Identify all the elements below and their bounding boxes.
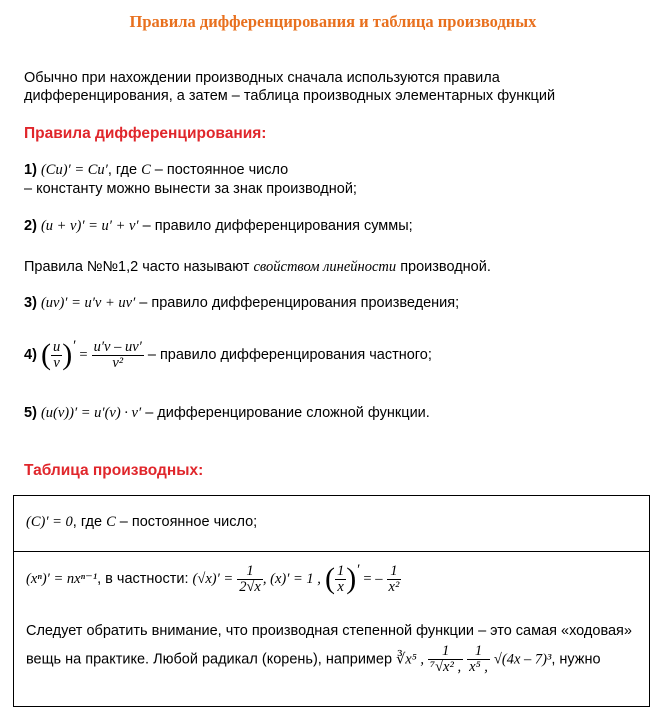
rule-5 bbox=[24, 405, 430, 422]
rule-2 bbox=[24, 218, 413, 235]
right-paren: ) bbox=[62, 338, 73, 371]
table-divider bbox=[14, 551, 649, 552]
linearity-italic: свойством линейности bbox=[253, 259, 397, 275]
inner-fraction bbox=[51, 340, 62, 371]
fraction-numerator: 1 bbox=[336, 562, 345, 579]
rule-number: 3) bbox=[24, 295, 37, 311]
rule-text: , где bbox=[107, 162, 138, 178]
note-text: вещь на практике. Любой радикал (корень), например bbox=[26, 651, 393, 668]
page-title: Правила дифференцирования и таблица производных bbox=[129, 12, 537, 31]
note-text: , нужно bbox=[551, 651, 601, 668]
fraction-denominator: v² bbox=[112, 354, 124, 371]
rhs-fraction bbox=[92, 340, 144, 371]
table-heading: Таблица производных: bbox=[24, 462, 204, 479]
rule-number: 2) bbox=[24, 218, 37, 234]
fraction-numerator: 1 bbox=[237, 564, 263, 580]
table-row-2 bbox=[26, 562, 401, 596]
power-rule-formula: (xⁿ)′ = nxⁿ⁻¹ bbox=[26, 570, 98, 587]
fraction-denominator: v bbox=[53, 354, 60, 371]
rule-4 bbox=[24, 338, 432, 372]
rule-formula: (Cu)′ = Cu′ bbox=[40, 162, 108, 178]
left-paren: ( bbox=[324, 562, 335, 595]
fraction-numerator: u bbox=[52, 338, 61, 355]
example-cube-root: ∛x⁵ , bbox=[396, 651, 425, 668]
rule-3 bbox=[24, 295, 459, 312]
example-sqrt-cube: √(4x – 7)³ bbox=[493, 651, 552, 668]
rule-text: – правило дифференцирования произведения; bbox=[139, 295, 460, 311]
fraction-denominator: x² bbox=[388, 578, 400, 595]
equals-minus: = – bbox=[363, 570, 383, 587]
rule-number: 4) bbox=[24, 346, 37, 363]
row-text: , в частности: bbox=[97, 570, 189, 587]
prime-mark: ′ bbox=[356, 562, 360, 578]
rule-formula: (u(v))′ = u′(v) · v′ bbox=[40, 405, 142, 421]
row-text: , где bbox=[72, 514, 103, 530]
rule-formula: (uv)′ = u′v + uv′ bbox=[40, 295, 136, 311]
fraction-numerator: u′v – uv′ bbox=[93, 338, 142, 355]
linearity-note bbox=[24, 259, 491, 276]
linearity-pre: Правила №№1,2 часто называют bbox=[24, 259, 250, 275]
row-variable: C bbox=[106, 514, 116, 530]
table-note-line-1: Следует обратить внимание, что производная степенной функции – это самая «ходовая» bbox=[26, 623, 632, 639]
row-text: – постоянное число; bbox=[119, 514, 258, 530]
sqrt-formula: (√x)′ = bbox=[192, 570, 234, 587]
table-row-1 bbox=[26, 514, 257, 531]
left-paren: ( bbox=[40, 338, 51, 371]
rule-text: – постоянное число bbox=[154, 162, 289, 178]
rule-number: 5) bbox=[24, 405, 37, 421]
fraction-denominator: 2√x bbox=[239, 578, 261, 595]
rules-heading: Правила дифференцирования: bbox=[24, 125, 267, 142]
fraction-denominator: x bbox=[337, 578, 344, 595]
equals-sign: = bbox=[79, 346, 88, 363]
derivatives-table bbox=[13, 495, 650, 707]
intro-line-1: Обычно при нахождении производных сначала используются правила bbox=[24, 70, 500, 86]
row-formula: (C)′ = 0 bbox=[26, 514, 73, 530]
prime-mark: ′ bbox=[72, 338, 76, 354]
rule-1 bbox=[24, 162, 288, 179]
sqrt-fraction bbox=[237, 564, 263, 595]
rule-formula: (u + v)′ = u′ + v′ bbox=[40, 218, 139, 234]
example-power-fraction bbox=[467, 644, 490, 675]
table-note-line-2 bbox=[26, 644, 601, 675]
x-formula: , (x)′ = 1 , bbox=[262, 570, 321, 587]
rule-text: – дифференцирование сложной функции. bbox=[145, 405, 430, 421]
rule-text: – правило дифференцирования суммы; bbox=[142, 218, 413, 234]
rule-variable: C bbox=[141, 162, 151, 178]
reciprocal-result-fraction bbox=[387, 564, 402, 595]
rule-1-line-2: – константу можно вынести за знак производной; bbox=[24, 181, 357, 197]
fraction-denominator: ⁷√x² , bbox=[430, 659, 462, 675]
reciprocal-fraction bbox=[335, 564, 346, 595]
right-paren: ) bbox=[346, 562, 357, 595]
fraction-numerator: 1 bbox=[428, 644, 463, 660]
rule-number: 1) bbox=[24, 162, 37, 178]
linearity-post: производной. bbox=[400, 259, 491, 275]
intro-line-2: дифференцирования, а затем – таблица производных элементарных функций bbox=[24, 88, 556, 104]
example-seventh-root-fraction bbox=[428, 644, 463, 675]
rule-text: – правило дифференцирования частного; bbox=[147, 346, 432, 363]
fraction-denominator: x⁵ , bbox=[469, 659, 488, 675]
fraction-numerator: 1 bbox=[387, 564, 402, 580]
fraction-numerator: 1 bbox=[467, 644, 490, 660]
